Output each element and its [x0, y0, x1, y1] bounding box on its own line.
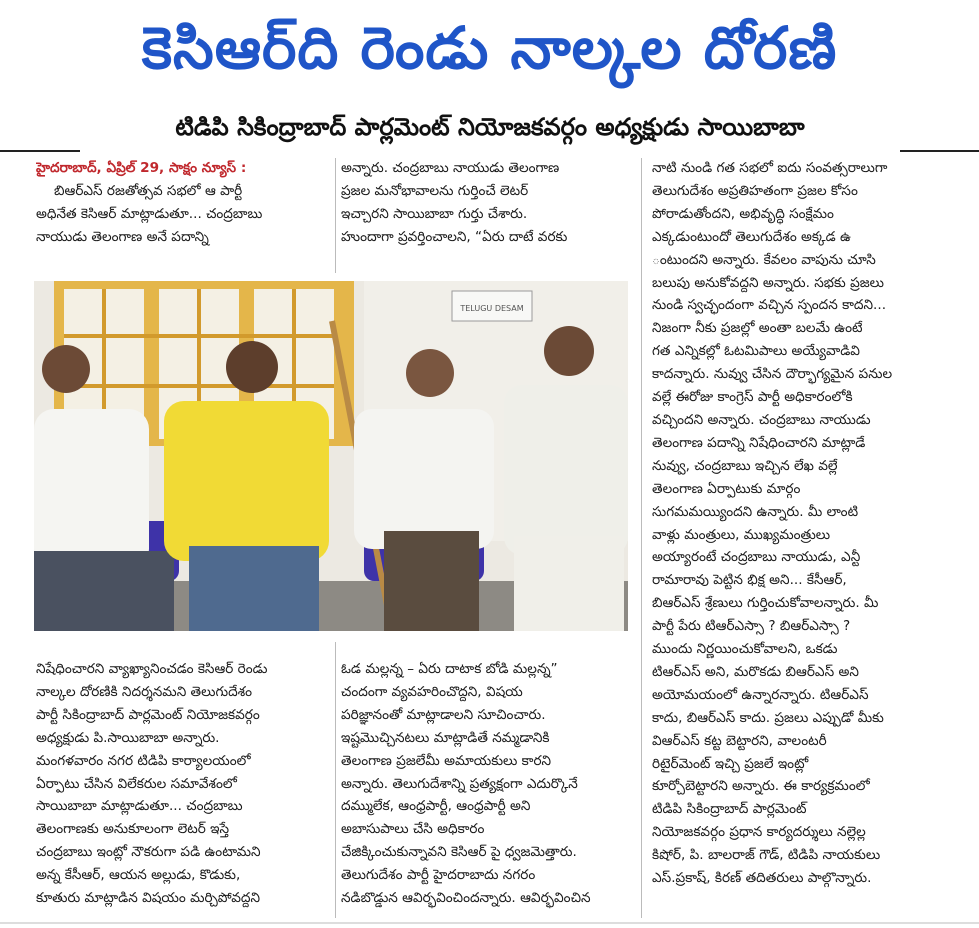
article-line: విఆర్‌ఎస్‌ కట్ట బెట్టారని, వాలంటరీ — [652, 732, 827, 749]
article-line: వాళ్లు మంత్రులు, ముఖ్యమంత్రులు — [652, 526, 831, 543]
article-line: అబాసుపాలు చేసి అధికారం — [341, 821, 485, 838]
article-line: సాయిబాబా మాట్లాడుతూ... చంద్రబాబు — [36, 798, 243, 815]
article-line: టిడిపి సికింద్రాబాద్‌ పార్లమెంట్‌ — [652, 801, 807, 818]
article-line: వచ్చిందని అన్నారు. చంద్రబాబు నాయుడు — [652, 411, 871, 428]
article-line: రిటైర్‌మెంట్‌ ఇచ్చి ప్రజలే ఇంట్లో — [652, 755, 809, 772]
article-line: పార్టీ సికింద్రాబాద్‌ పార్లమెంట్‌ నియోజకవర్గం — [36, 706, 260, 723]
dateline: హైదరాబాద్‌, ఏప్రిల్‌ 29, సాక్షం న్యూస్‌ : — [36, 160, 247, 176]
article-line: కూర్చోబెట్టారని అన్నారు. ఈ కార్యక్రమంలో — [652, 778, 870, 795]
article-line: ఇచ్చారని సాయిబాబా గుర్తు చేశారు. — [341, 205, 528, 222]
article-line: దమ్ములేక, ఆంధ్రపార్టీ, ఆంధ్రపార్టీ అని — [341, 798, 531, 815]
article-line: పార్టీ పేరు టిఆర్‌ఎస్సా ? బిఆర్‌ఎస్సా ? — [652, 618, 851, 635]
article-line: టిఆర్‌ఎస్‌ అని, మరొకడు బిఆర్‌ఎస్‌ అని — [652, 663, 859, 680]
article-line: గత ఎన్నికల్లో ఓటమిపాలు అయ్యేవాడివి — [652, 343, 860, 360]
article-line: బిఆర్‌ఎస్‌ శ్రేణులు గుర్తించుకోవాలన్నారు. మీ — [652, 595, 879, 612]
article-line: తెలుగుదేశం పార్టీ హైదరాబాదు నగరం — [341, 867, 536, 884]
article-line: చేజిక్కించుకున్నావని కెసిఆర్‌ పై ధ్వజమెత్తారు. — [341, 844, 577, 861]
article-line: పరిజ్ఞానంతో మాట్లాడాలని సూచించారు. — [341, 706, 546, 723]
article-line: ముందు నిర్ణయించుకోవాలని, ఒకడు — [652, 641, 838, 658]
article-line: ంటుందని అన్నారు. కేవలం వాపును చూసి — [652, 251, 876, 268]
column-3 — [652, 157, 972, 890]
article-line: బిఆర్‌ఎస్‌ రజతోత్సవ సభలో ఆ పార్టీ — [54, 182, 243, 199]
article-line: అధ్యక్షుడు పి.సాయిబాబా అన్నారు. — [36, 729, 220, 746]
article-line: తెలంగాణ ప్రజలేమీ అమాయకులు కారని — [341, 752, 552, 769]
sign-board-text: TELUGU DESAM — [460, 304, 524, 313]
article-line: చందంగా వ్యవహరించొద్దని, విషయ — [341, 683, 523, 700]
article-line: ఎక్కడుంటుందో తెలుగుదేశం అక్కడ ఉ — [652, 228, 851, 245]
article-line: కిషోర్‌, పి. బాలరాజ్‌ గౌడ్‌, టిడిపి నాయకులు — [652, 847, 881, 864]
column-separator — [335, 158, 336, 273]
article-line: నుండి స్వచ్ఛందంగా వచ్చిన స్పందన కాదని... — [652, 297, 887, 314]
article-line: కాదు, బిఆర్‌ఎస్‌ కాదు. ప్రజలు ఎప్పుడో మీకు — [652, 709, 884, 726]
article-line: తెలంగాణకు అనుకూలంగా లెటర్‌ ఇస్తే — [36, 821, 230, 838]
article-line: కాదన్నారు. నువ్వు చేసిన దౌర్భాగ్యమైన పనుల — [652, 366, 893, 383]
article-line: అధినేత కెసిఆర్‌ మాట్లాడుతూ... చంద్రబాబు — [36, 205, 263, 222]
column-1-top — [36, 157, 330, 249]
article-line: ఇష్టమొచ్చినటలు మాట్లాడితే నమ్మడానికి — [341, 729, 550, 746]
article-line: ఓడ మల్లన్న – ఏరు దాటాక బోడి మల్లన్న” — [341, 661, 558, 677]
column-separator — [641, 158, 642, 918]
article-line: తెలంగాణ పదాన్ని నిషేధించారని మాట్లాడే — [652, 434, 866, 451]
article-line: బలుపు అనుకోవద్దని అన్నారు. సభకు ప్రజలు — [652, 274, 885, 291]
article-line: అన్నారు. తెలుగుదేశాన్ని ప్రత్యక్షంగా ఎదుర్కొనే — [341, 775, 578, 792]
article-line: అయ్యారంటే చంద్రబాబు నాయుడు, ఎన్టీ — [652, 549, 861, 566]
article-line: మంగళవారం నగర టిడిపి కార్యాలయంలో — [36, 752, 251, 769]
article-line: తెలుగుదేశం అప్రతిహతంగా ప్రజల కోసం — [652, 182, 858, 199]
article-line: నాయుడు తెలంగాణ అనే పదాన్ని — [36, 228, 209, 245]
headline: కెసిఆర్‌ది రెండు నాల్కల దోరణి — [141, 14, 838, 82]
article-line: ప్రజల మనోభావాలను గుర్తించే లెటర్‌ — [341, 182, 529, 199]
article-line: నియోజకవర్గం ప్రధాన కార్యదర్శులు నల్లెల్ల — [652, 824, 866, 841]
article-line: అన్నారు. చంద్రబాబు నాయుడు తెలంగాణ — [341, 160, 560, 176]
article-line: రామారావు పెట్టిన భిక్ష అని... కేసీఆర్‌, — [652, 572, 847, 589]
article-line: నిషేధించారని వ్యాఖ్యానించడం కెసిఆర్‌ రెండు — [36, 661, 268, 677]
article-line: నువ్వు, చంద్రబాబు ఇచ్చిన లేఖ వల్లే — [652, 457, 838, 474]
article-line: నాల్కల దోరణికి నిదర్శనమని తెలుగుదేశం — [36, 683, 253, 700]
article-line: చంద్రబాబు ఇంట్లో నౌకరుగా పడి ఉంటామని — [36, 844, 261, 861]
subheadline: టిడిపి సికింద్రాబాద్‌ పార్లమెంట్‌ నియోజకవర్గం అధ్యక్షుడు సాయిబాబా — [175, 113, 805, 141]
article-line: ఎస్‌.ప్రకాష్‌, కిరణ్‌ తదితరులు పాల్గొన్నారు. — [652, 870, 872, 887]
article-line: నిజంగా నీకు ప్రజల్లో అంతా బలమే ఉంటే — [652, 320, 863, 337]
article-line: అన్న కేసీఆర్‌, ఆయన అల్లుడు, కొడుకు, — [36, 867, 241, 884]
article-line: అయోమయంలో ఉన్నారన్నారు. టిఆర్‌ఎస్‌ — [652, 686, 869, 703]
article-line: నడిబొడ్డున ఆవిర్భవించిందన్నారు. ఆవిర్భవించిన — [341, 890, 591, 907]
article-line: హుందాగా ప్రవర్తించాలని, “ఏరు దాటే వరకు — [341, 228, 568, 245]
column-2-top — [341, 157, 631, 249]
news-photo — [34, 281, 628, 631]
column-separator — [335, 642, 336, 918]
subhead-rule-left — [0, 150, 80, 152]
subhead-rule-right — [900, 150, 979, 152]
article-line: కూతురు మాట్లాడిన విషయం మర్చిపోవద్దని — [36, 890, 261, 907]
bottom-rule — [0, 922, 979, 924]
article-line: నాటి నుండి గత సభలో ఐదు సంవత్సరాలుగా — [652, 160, 888, 176]
article-line: వల్లే ఈరోజు కాంగ్రెస్‌ పార్టీ అధికారంలోకి — [652, 389, 853, 406]
article-line: తెలంగాణ ఏర్పాటుకు మార్గం — [652, 480, 801, 497]
article-line: సుగమమయ్యిందని ఉన్నారు. మీ లాంటి — [652, 503, 859, 520]
column-2-bottom — [341, 658, 639, 910]
article-line: పోరాడుతోందని, అభివృద్ధి సంక్షేమం — [652, 205, 834, 222]
column-1-bottom — [36, 658, 334, 910]
subheadline-box — [60, 108, 920, 152]
article-line: ఏర్పాటు చేసిన విలేకరుల సమావేశంలో — [36, 775, 237, 792]
